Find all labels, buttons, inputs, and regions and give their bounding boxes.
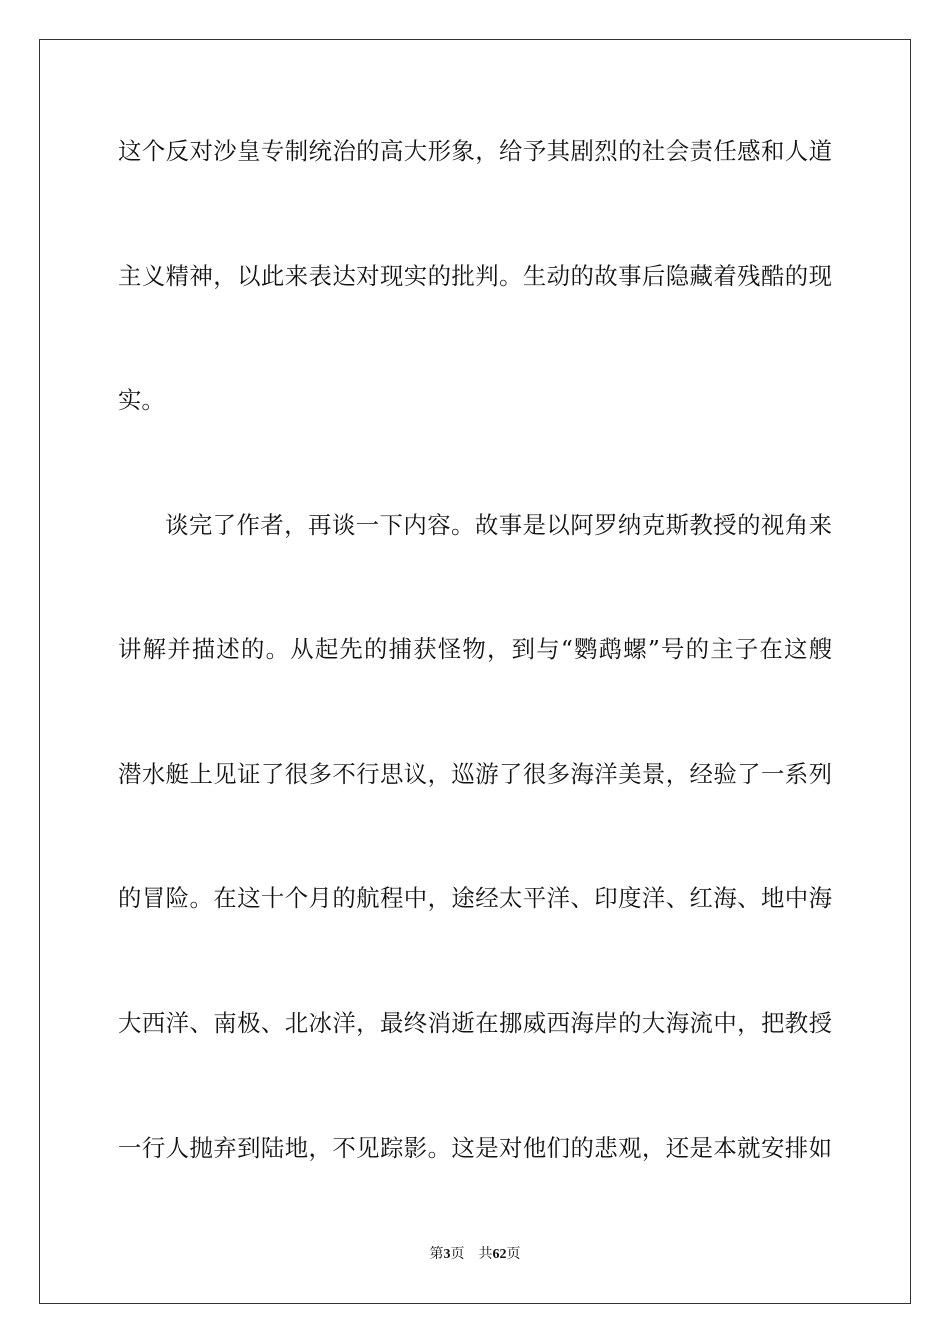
text-line-3: 实。 [118, 386, 165, 414]
total-prefix: 共 [478, 1246, 493, 1262]
text-line-2: 主义精神，以此来表达对现实的批判。生动的故事后隐藏着残酷的现 [118, 262, 832, 290]
text-line-9: 一行人抛弃到陆地，不见踪影。这是对他们的悲观，还是本就安排如 [118, 1134, 832, 1162]
page-prefix: 第 [429, 1246, 444, 1262]
text-line-1: 这个反对沙皇专制统治的高大形象，给予其剧烈的社会责任感和人道 [118, 137, 832, 165]
text-line-4: 谈完了作者，再谈一下内容。故事是以阿罗纳克斯教授的视角来 [165, 511, 832, 539]
page-suffix: 页 [450, 1246, 465, 1262]
text-line-6: 潜水艇上见证了很多不行思议，巡游了很多海洋美景，经验了一系列 [118, 760, 832, 788]
total-pages: 62 [492, 1247, 507, 1262]
text-line-5: 讲解并描述的。从起先的捕获怪物，到与“鹦鹉螺”号的主子在这艘 [118, 635, 832, 663]
page-border [39, 39, 911, 1304]
text-line-8: 大西洋、南极、北冰洋，最终消逝在挪威西海岸的大海流中，把教授 [118, 1009, 832, 1037]
page-number: 3 [443, 1247, 451, 1262]
total-suffix: 页 [506, 1246, 521, 1262]
page-footer [0, 1244, 950, 1265]
text-line-7: 的冒险。在这十个月的航程中，途经太平洋、印度洋、红海、地中海 [118, 884, 832, 912]
